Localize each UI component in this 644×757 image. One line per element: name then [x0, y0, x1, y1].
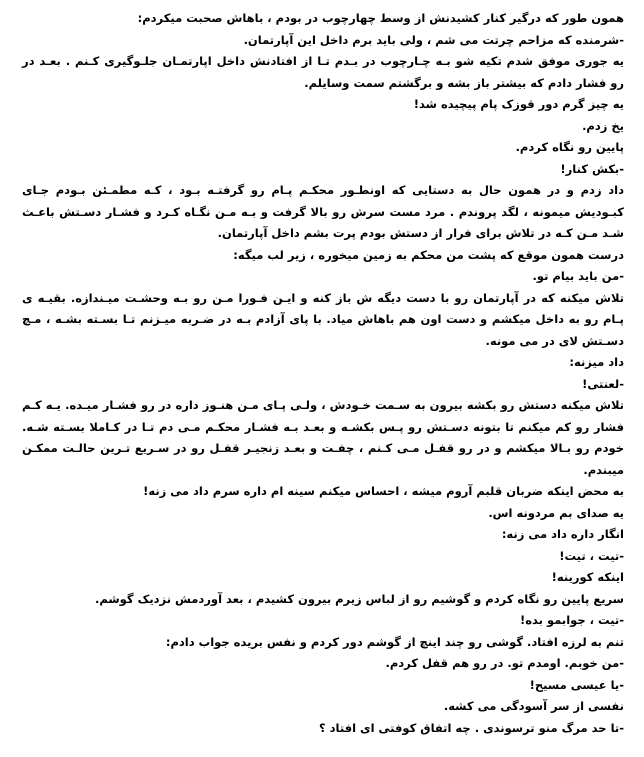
paragraph: -تیت ، تیت!	[559, 548, 624, 563]
paragraph: سریع پایین رو نگاه کردم و گوشیم رو از لباس زیرم بیرون کشیدم ، بعد آوردمش نزدیک گوشم.	[94, 591, 624, 606]
paragraph: داد زدم و در همون حال به دستایی که اونطـور محکـم پـام رو گرفتـه بـود ، کـه مطمـئن بـودم جـای کبـودیش میمونه ، لگد پروندم . مرد مست سرش رو بالا گرفت و بـه مـن نگـاه کـرد و فشـار دسـتش باعـث شـد مـن کـه در تلاش برای فرار از دستش بودم پرت بشم داخل آپارتمان.	[22, 183, 624, 240]
paragraph: -تا حد مرگ منو ترسوندی . چه اتفاق کوفتی ای افتاد ؟	[318, 720, 624, 735]
paragraph: یه جوری موفق شدم تکیه شو بـه چـارچوب در بـدم تـا از افتادنش داخل اپارتمـان جلـوگیری کـنم . بعـد در رو فشار دادم که بیشتر باز بشه و برگشتم سمت وسایلم.	[22, 54, 624, 90]
paragraph: -لعنتی!	[582, 376, 624, 391]
paragraph: اینکه کورینه!	[551, 570, 624, 584]
paragraph: یخ زدم.	[582, 118, 624, 133]
paragraph: -بکش کنار!	[560, 161, 624, 176]
paragraph: درست همون موقع که پشت من محکم به زمین میخوره ، زیر لب میگه:	[233, 247, 624, 262]
paragraph: -من خوبم. اومدم تو. در رو هم قفل کردم.	[385, 656, 624, 670]
paragraph: انگار داره داد می زنه:	[501, 527, 624, 541]
paragraph: -من باید بیام تو.	[532, 269, 624, 283]
paragraph: همون طور که درگیر کنار کشیدنش از وسط چهارچوب در بودم ، باهاش صحبت میکردم:	[137, 11, 624, 25]
paragraph: تلاش میکنه که در آپارتمان رو با دست دیگه ش باز کنه و ایـن فـورا مـن رو بـه وحشـت میـندازه. بقیـه ی پـام رو به داخل میکشم و دست اون هم باهاش میاد. با پای آزادم بـه در ضـربه میـزنم تـا بسـته بشـه ، مـچ دسـتش لای در می مونه.	[22, 290, 624, 348]
paragraph: -یا عیسی مسیح!	[529, 677, 624, 692]
paragraph: به محض اینکه ضربان قلبم آروم میشه ، احساس میکنم سینه ام داره سرم داد می زنه!	[143, 484, 624, 498]
paragraph: داد میزنه:	[569, 355, 624, 369]
paragraph: نفسی از سر آسودگی می کشه.	[443, 699, 624, 713]
paragraph: یه صدای بم مردونه اس.	[488, 505, 624, 520]
paragraph: تنم به لرزه افتاد. گوشی رو چند اینچ از گوشم دور کردم و نفس بریده جواب دادم:	[165, 634, 624, 649]
paragraph: -شرمنده که مزاحم چرتت می شم ، ولی باید برم داخل این آپارتمان.	[243, 32, 624, 47]
paragraph: -تیت ، جوابمو بده!	[519, 613, 624, 627]
paragraph: تلاش میکنه دستش رو بکشه بیرون به سـمت خـودش ، ولـی پـای مـن هنـوز داره در رو فشـار میـده. یـه کـم فشار رو کم میکنم تا بتونه دسـتش رو پـس بکشـه و بعـد بـه فشـار محکـم مـی دم تـا در کـاملا بسـته شـه. خودم رو بـالا میکشم و در رو قفـل مـی کـنم ، چفـت و بعـد زنجيـر قفـل رو در سـريع تـرين حالـت ممكـن میبندم.	[22, 398, 624, 477]
paragraph: یه چیز گرم دور قوزک پام پیچیده شد!	[413, 97, 624, 111]
paragraph: پایین رو نگاه کردم.	[515, 140, 624, 154]
